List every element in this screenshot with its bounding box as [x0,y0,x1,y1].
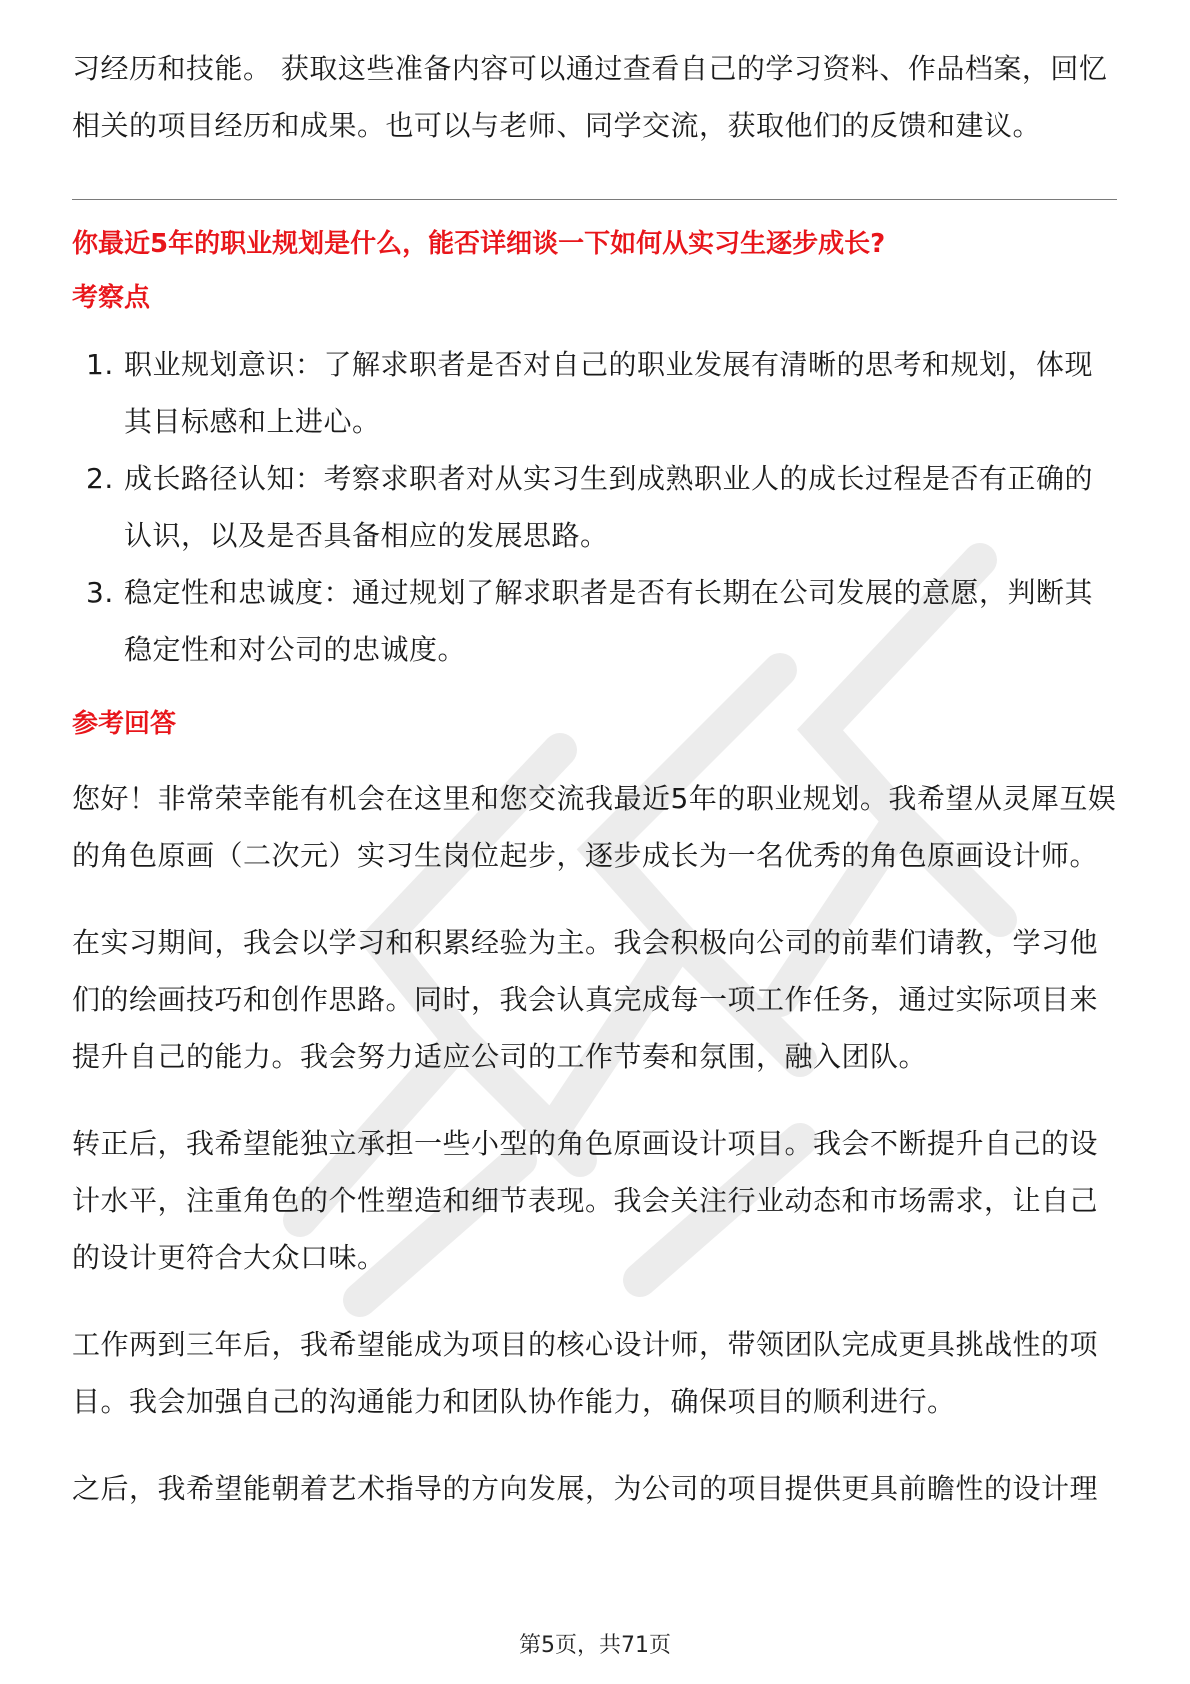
answer-paragraph: 工作两到三年后，我希望能成为项目的核心设计师，带领团队完成更具挑战性的项目。我会加强自己的沟通能力和团队协作能力，确保项目的顺利进行。 [72,1328,1099,1418]
points-list [72,336,1117,678]
list-item-number: 2. [86,462,114,495]
answer-paragraph: 之后，我希望能朝着艺术指导的方向发展，为公司的项目提供更具前瞻性的设计理 [72,1472,1099,1505]
answer-title: 参考回答 [72,709,177,739]
answer-body [72,770,1117,1517]
list-item-text: 成长路径认知：考察求职者对从实习生到成熟职业人的成长过程是否有正确的认识，以及是否具备相应的发展思路。 [124,462,1094,552]
answer-paragraph: 转正后，我希望能独立承担一些小型的角色原画设计项目。我会不断提升自己的设计水平，注重角色的个性塑造和细节表现。我会关注行业动态和市场需求，让自己的设计更符合大众口味。 [72,1127,1099,1274]
answer-paragraph: 在实习期间，我会以学习和积累经验为主。我会积极向公司的前辈们请教，学习他们的绘画技巧和创作思路。同时，我会认真完成每一项工作任务，通过实际项目来提升自己的能力。我会努力适应公司的工作节奏和氛围，融入团队。 [72,926,1099,1073]
list-item-number: 3. [86,576,114,609]
intro-paragraph: 习经历和技能。 获取这些准备内容可以通过查看自己的学习资料、作品档案，回忆相关的项目经历和成果。也可以与老师、同学交流，获取他们的反馈和建议。 [72,52,1108,142]
list-item [72,450,1117,564]
list-item [72,336,1117,450]
answer-paragraph: 您好！非常荣幸能有机会在这里和您交流我最近5年的职业规划。我希望从灵犀互娱的角色原画（二次元）实习生岗位起步，逐步成长为一名优秀的角色原画设计师。 [72,782,1117,872]
list-item-text: 职业规划意识：了解求职者是否对自己的职业发展有清晰的思考和规划，体现其目标感和上进心。 [124,348,1094,438]
list-item-number: 1. [86,348,114,381]
section-divider [72,199,1117,200]
points-title: 考察点 [72,283,151,313]
document-page [72,40,1117,1547]
question-heading: 你最近5年的职业规划是什么，能否详细谈一下如何从实习生逐步成长? [72,229,886,259]
list-item-text: 稳定性和忠诚度：通过规划了解求职者是否有长期在公司发展的意愿，判断其稳定性和对公司的忠诚度。 [124,576,1094,666]
page-footer: 第5页，共71页 [519,1633,671,1658]
list-item [72,564,1117,678]
